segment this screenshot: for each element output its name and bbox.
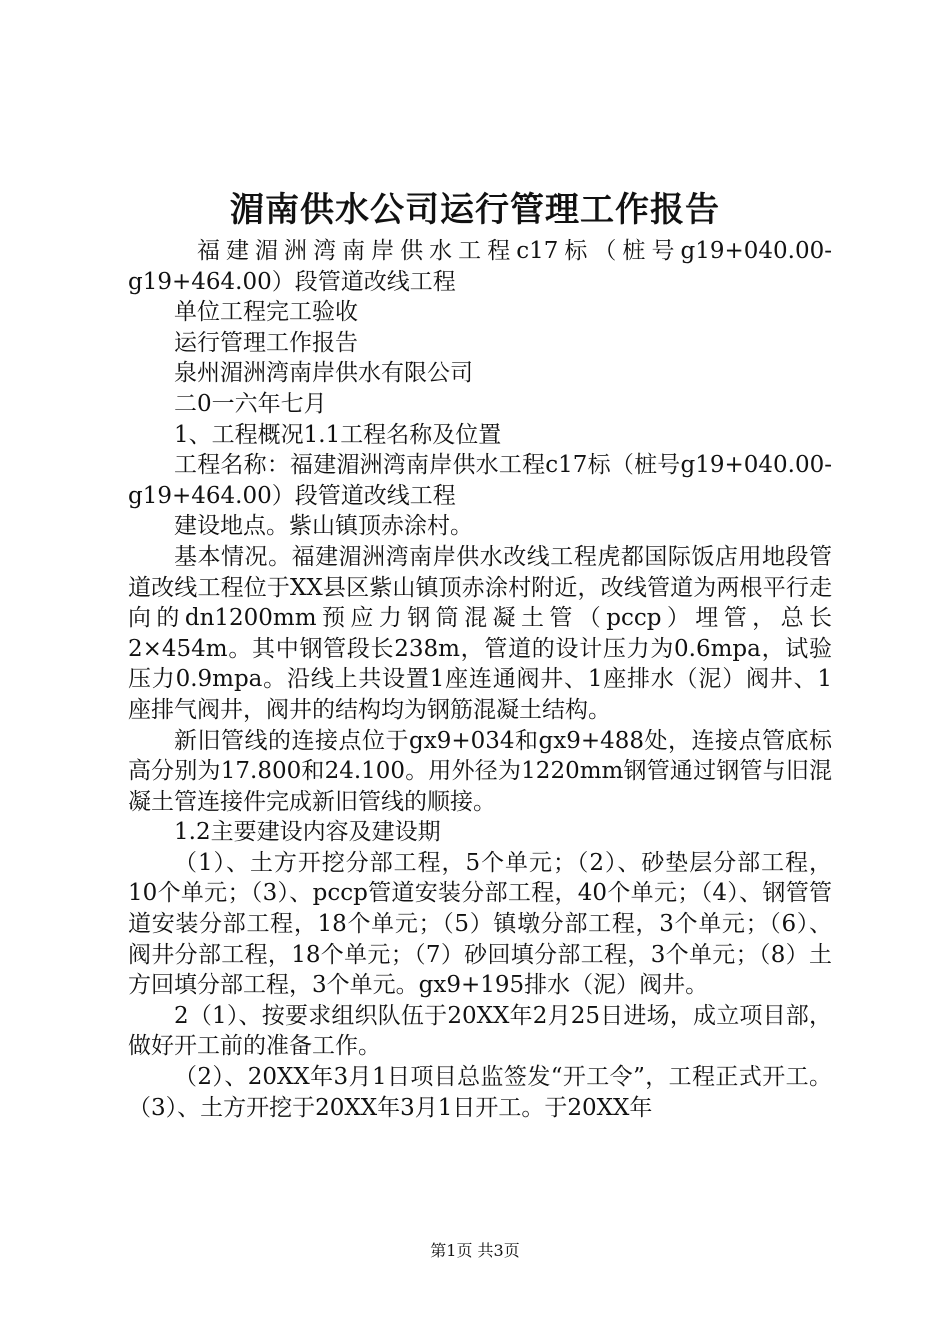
document-title: 湄南供水公司运行管理工作报告 xyxy=(230,190,720,230)
paragraph-location: 建设地点。紫山镇顶赤涂村。 xyxy=(174,513,473,540)
paragraph-basic-info: 基本情况。福建湄洲湾南岸供水改线工程虎都国际饭店用地段管道改线工程位于XX县区紫山镇顶赤涂村附近，改线管道为两根平行走向的dn1200mm预应力钢筒混凝土管（pccp）埋管，总长2×454m。其中钢管段长238m，管道的设计压力为0.6mpa，试验压力0.9mpa。沿线上共设置1座连通阀井、1座排水（泥）阀井、1座排气阀井，阀井的结构均为钢筋混凝土结构。 xyxy=(128,543,832,723)
section-heading-contents: 1.2主要建设内容及建设期 xyxy=(174,819,441,846)
paragraph-report-name: 运行管理工作报告 xyxy=(174,329,358,356)
paragraph-company: 泉州湄洲湾南岸供水有限公司 xyxy=(174,360,473,387)
paragraph-connection: 新旧管线的连接点位于gx9+034和gx9+488处，连接点管底标高分别为17.800和24.100。用外径为1220mm钢管通过钢管与旧混凝土管连接件完成新旧管线的顺接。 xyxy=(128,727,832,815)
paragraph-project-name: 福建湄洲湾南岸供水工程c17标（桩号g19+040.00-g19+464.00）段管道改线工程 xyxy=(128,238,832,295)
section-heading-overview: 1、工程概况1.1工程名称及位置 xyxy=(174,421,502,448)
paragraph-date: 二0一六年七月 xyxy=(174,390,327,417)
paragraph-units: （1）、土方开挖分部工程，5个单元；（2）、砂垫层分部工程，10个单元；（3）、pccp管道安装分部工程，40个单元；（4）、钢管管道安装分部工程，18个单元；（5）镇墩分部工程，3个单元；（6）、阀井分部工程，18个单元；（7）砂回填分部工程，3个单元；（8）土方回填分部工程，3个单元。gx9+195排水（泥）阀井。 xyxy=(128,849,832,999)
paragraph-mobilization: 2（1）、按要求组织队伍于20XX年2月25日进场，成立项目部，做好开工前的准备工作。 xyxy=(128,1002,832,1060)
paragraph-start: （2）、20XX年3月1日项目总监签发“开工令”，工程正式开工。（3）、土方开挖于20XX年3月1日开工。于20XX年 xyxy=(128,1064,832,1121)
page-footer: 第1页 共3页 xyxy=(430,1241,520,1260)
paragraph-acceptance: 单位工程完工验收 xyxy=(174,299,358,326)
paragraph-engineering-name: 工程名称：福建湄洲湾南岸供水工程c17标（桩号g19+040.00-g19+464.00）段管道改线工程 xyxy=(128,452,832,509)
document-body xyxy=(128,236,832,1123)
